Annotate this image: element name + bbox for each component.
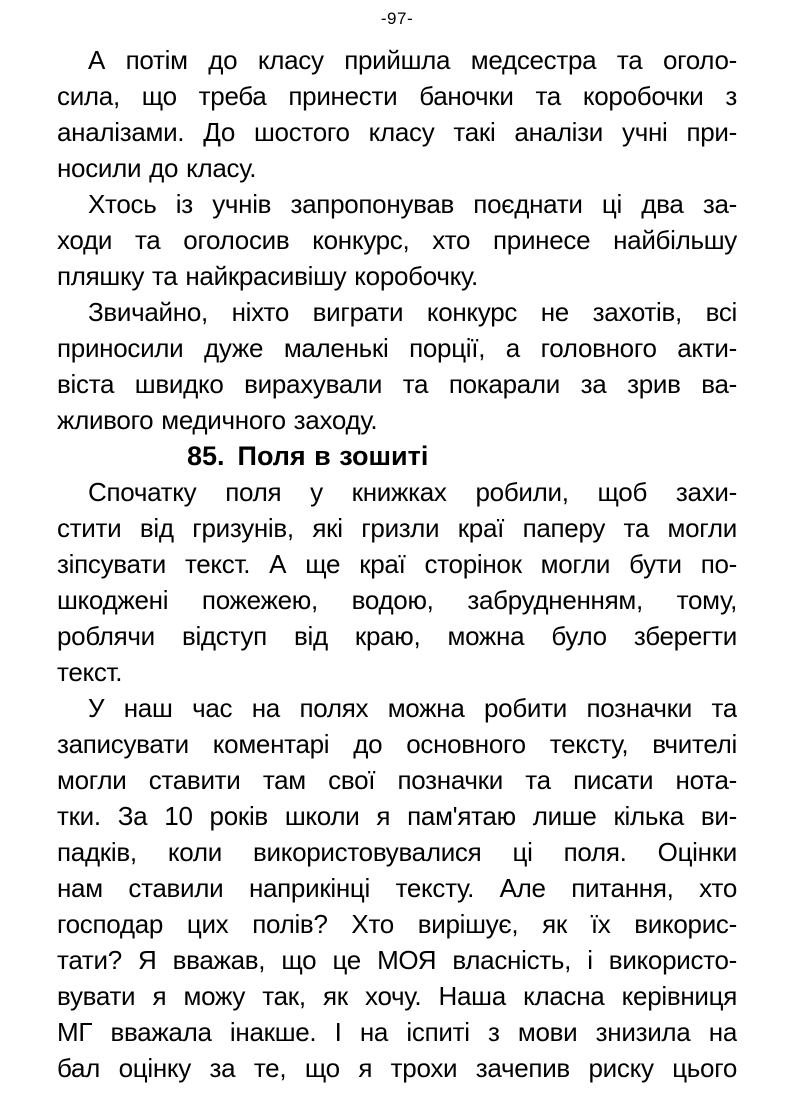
text-line: віста швидко вирахували та покарали за зрив ва- <box>57 369 737 399</box>
text-line: сила, що треба принести баночки та коробочки з <box>57 81 737 111</box>
text-line: тати? Я вважав, що це МОЯ власність, і використо- <box>57 945 737 975</box>
text-line: бал оцінку за те, що я трохи зачепив риску цього <box>57 1053 737 1083</box>
text-line: падків, коли використовувалися ці поля. Оцінки <box>57 837 737 867</box>
text-line: ходи та оголосив конкурс, хто принесе найбільшу <box>57 225 737 255</box>
paragraph <box>57 294 737 438</box>
text-line: нам ставили наприкінці тексту. Але питання, хто <box>57 873 737 903</box>
text-line: господар цих полів? Хто вирішує, як їх викорис- <box>57 909 737 939</box>
text-line: зіпсувати текст. А ще краї сторінок могли бути по- <box>57 549 737 579</box>
text-line: стити від гризунів, які гризли краї паперу та могли <box>57 513 737 543</box>
text-line: А потім до класу прийшла медсестра та оголо- <box>88 45 737 75</box>
text-line: жливого медичного заходу. <box>57 405 378 435</box>
section-number: 85. <box>187 441 225 471</box>
text-line: У наш час на полях можна робити позначки та <box>88 693 737 723</box>
paragraph <box>57 474 737 690</box>
text-line: приносили дуже маленькі порції, а головного акти- <box>57 333 737 363</box>
paragraph <box>57 186 737 294</box>
section-title: Поля в зошиті <box>237 441 429 471</box>
text-line: МГ вважала інакше. І на іспиті з мови знизила на <box>57 1017 737 1047</box>
page-number: -97- <box>380 9 414 28</box>
text-line: аналізами. До шостого класу такі аналізи учні при- <box>57 117 737 147</box>
paragraph <box>57 42 737 186</box>
paragraph <box>57 690 737 1086</box>
text-line: могли ставити там свої позначки та писати нота- <box>57 765 737 795</box>
text-line: пляшку та найкрасивішу коробочку. <box>57 261 478 291</box>
text-line: Хтось із учнів запропонував поєднати ці два за- <box>88 189 737 219</box>
text-line: текст. <box>57 657 123 687</box>
text-line: записувати коментарі до основного тексту, вчителі <box>57 729 737 759</box>
page-content <box>57 42 737 1086</box>
section-heading <box>57 438 737 474</box>
text-line: роблячи відступ від краю, можна було зберегти <box>57 621 737 651</box>
text-line: носили до класу. <box>57 153 257 183</box>
text-line: шкоджені пожежею, водою, забрудненням, тому, <box>57 585 737 615</box>
text-line: вувати я можу так, як хочу. Наша класна керівниця <box>57 981 737 1011</box>
text-line: тки. За 10 років школи я пам'ятаю лише кілька ви- <box>57 801 737 831</box>
text-line: Спочатку поля у книжках робили, щоб захи- <box>88 477 737 507</box>
text-line: Звичайно, ніхто виграти конкурс не захотів, всі <box>88 297 737 327</box>
